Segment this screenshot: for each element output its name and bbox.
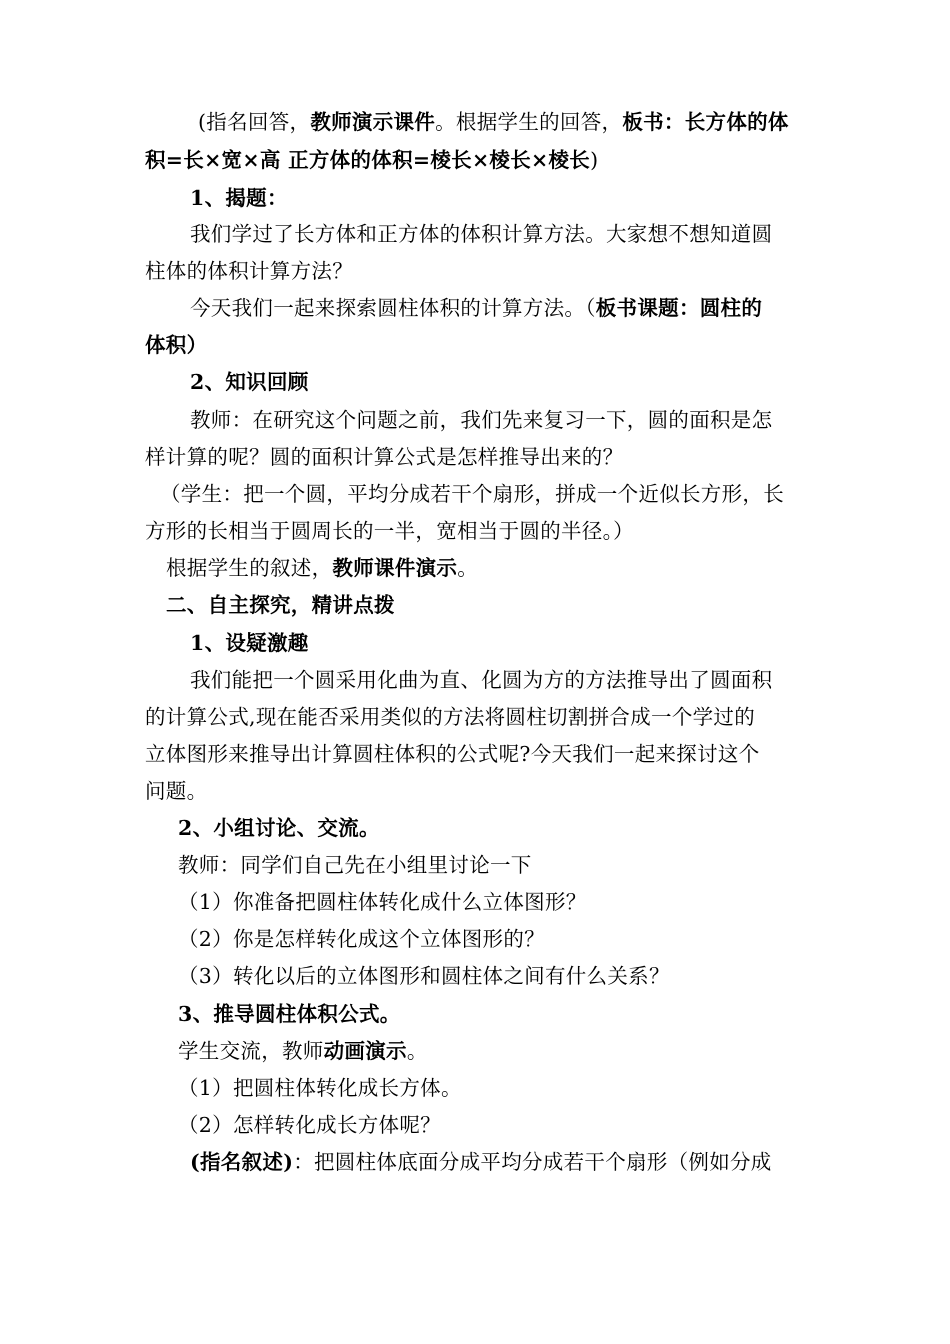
text-segment: 根据学生的叙述， [166,556,333,580]
text-line [178,1111,441,1139]
text-segment: 样计算的呢？圆的面积计算公式是怎样推导出来的？ [145,445,624,469]
text-segment: 学生交流，教师 [178,1039,324,1063]
bold-text: 二、自主探究，精讲点拨 [166,593,395,617]
text-line [190,629,309,657]
text-line [190,368,309,396]
bold-text: 积=长×宽×高 正方体的体积=棱长×棱长×棱长 [145,148,591,172]
text-line [190,406,772,434]
text-line [145,517,634,545]
text-line [178,1037,428,1065]
bold-text: 板书：长方体的体 [622,110,789,134]
text-line [166,554,478,582]
text-segment: 的计算公式,现在能否采用类似的方法将圆柱切割拼合成一个学过的 [145,705,756,729]
text-line [145,331,207,359]
text-line [190,666,772,694]
text-line [178,1074,462,1102]
text-line [178,962,670,990]
text-segment: 立体图形来推导出计算圆柱体积的公式呢?今天我们一起来探讨这个 [145,742,760,766]
text-line [190,184,288,212]
text-segment: 教师：同学们自己先在小组里讨论一下 [178,853,532,877]
bold-text: 2、知识回顾 [190,370,309,394]
text-segment: 我们能把一个圆采用化曲为直、化圆为方的方法推导出了圆面积 [190,668,773,692]
text-segment: 今天我们一起来探索圆柱体积的计算方法。（ [190,296,596,320]
text-line [145,703,755,731]
text-segment: 。 [406,1039,428,1063]
text-line [145,443,623,471]
text-segment: （2）你是怎样转化成这个立体图形的？ [178,927,545,951]
bold-text: 教师课件演示 [332,556,458,580]
text-segment: 方形的长相当于圆周长的一半，宽相当于圆的半径。） [145,519,634,543]
text-line [145,740,760,768]
text-segment: 。 [457,556,479,580]
bold-text: 教师演示课件 [310,110,436,134]
text-segment: 问题。 [145,779,208,803]
text-line [178,1000,401,1028]
text-segment: （3）转化以后的立体图形和圆柱体之间有什么关系？ [178,964,670,988]
text-segment: 我们学过了长方体和正方体的体积计算方法。大家想不想知道圆 [190,222,773,246]
bold-text: (指名叙述) [190,1150,294,1174]
bold-text: 1、设疑激趣 [190,631,309,655]
text-line [178,851,532,879]
text-segment: （学生：把一个圆，平均分成若干个扇形，拼成一个近似长方形，长 [160,482,784,506]
text-line [145,257,353,285]
text-line [145,146,598,174]
text-segment: （1）你准备把圆柱体转化成什么立体图形？ [178,890,587,914]
text-segment: （2）怎样转化成长方体呢？ [178,1113,441,1137]
text-line [178,814,380,842]
bold-text: 2、小组讨论、交流。 [178,816,380,840]
text-segment: (指名回答， [198,110,311,134]
text-line [160,480,784,508]
bold-text: 体积） [145,333,208,357]
text-line [178,888,587,916]
text-line [190,220,772,248]
bold-text: 3、推导圆柱体积公式。 [178,1002,401,1026]
text-segment: （1）把圆柱体转化成长方体。 [178,1076,462,1100]
bold-text: 1、揭题： [190,186,288,210]
bold-text: 动画演示 [323,1039,407,1063]
text-line [178,925,545,953]
text-segment: ) [590,148,599,172]
text-segment: 教师：在研究这个问题之前，我们先来复习一下，圆的面积是怎 [190,408,773,432]
text-line [190,294,762,322]
text-segment: 柱体的体积计算方法？ [145,259,353,283]
text-line [198,108,789,136]
text-line [190,1148,772,1176]
text-line [145,777,207,805]
text-line [166,591,395,619]
text-segment: ：把圆柱体底面分成平均分成若干个扇形（例如分成 [293,1150,772,1174]
bold-text: 板书课题：圆柱的 [595,296,763,320]
text-segment: 。根据学生的回答， [435,110,623,134]
